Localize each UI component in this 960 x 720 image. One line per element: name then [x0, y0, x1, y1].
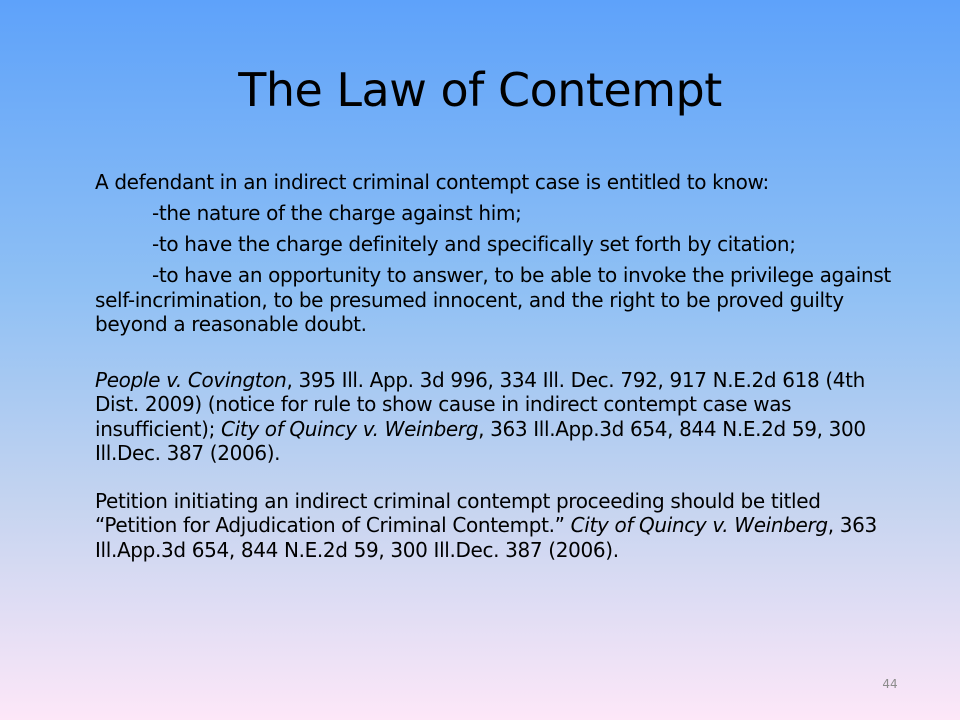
- citation-paragraph: [95, 368, 900, 466]
- right-item-citation: -to have the charge definitely and specifically set forth by citation;: [152, 232, 796, 256]
- case-cite-quincy: , 363 Ill.App.3d 654, 844 N.E.2d 59, 300 Ill.Dec. 387 (2006).: [95, 416, 866, 465]
- petition-case-name: City of Quincy v. Weinberg: [570, 513, 828, 537]
- right-item-nature: -the nature of the charge against him;: [152, 201, 522, 225]
- case-name-covington: People v. Covington: [95, 367, 287, 392]
- case-cite-covington: , 395 Ill. App. 3d 996, 334 Ill. Dec. 792, 917 N.E.2d 618 (4th Dist. 2009) (notice for rule to show cause in indirect contempt case was insufficient);: [95, 367, 866, 441]
- petition-paragraph: [95, 489, 900, 563]
- case-name-quincy: City of Quincy v. Weinberg: [221, 416, 479, 441]
- petition-text: Petition initiating an indirect criminal contempt proceeding should be titled “Petition for Adjudication of Criminal Contempt.”: [95, 488, 821, 537]
- slide-number: 44: [882, 677, 898, 691]
- intro-text: A defendant in an indirect criminal contempt case is entitled to know:: [95, 170, 769, 194]
- right-item-opportunity: -to have an opportunity to answer, to be able to invoke the privilege against self-incrimination, to be presumed innocent, and the right to be proved guilty beyond a reasonable doubt.: [95, 263, 891, 336]
- slide-body: [95, 170, 900, 562]
- petition-case-cite: , 363 Ill.App.3d 654, 844 N.E.2d 59, 300 Ill.Dec. 387 (2006).: [95, 513, 877, 562]
- slide-title: The Law of Contempt: [238, 63, 722, 117]
